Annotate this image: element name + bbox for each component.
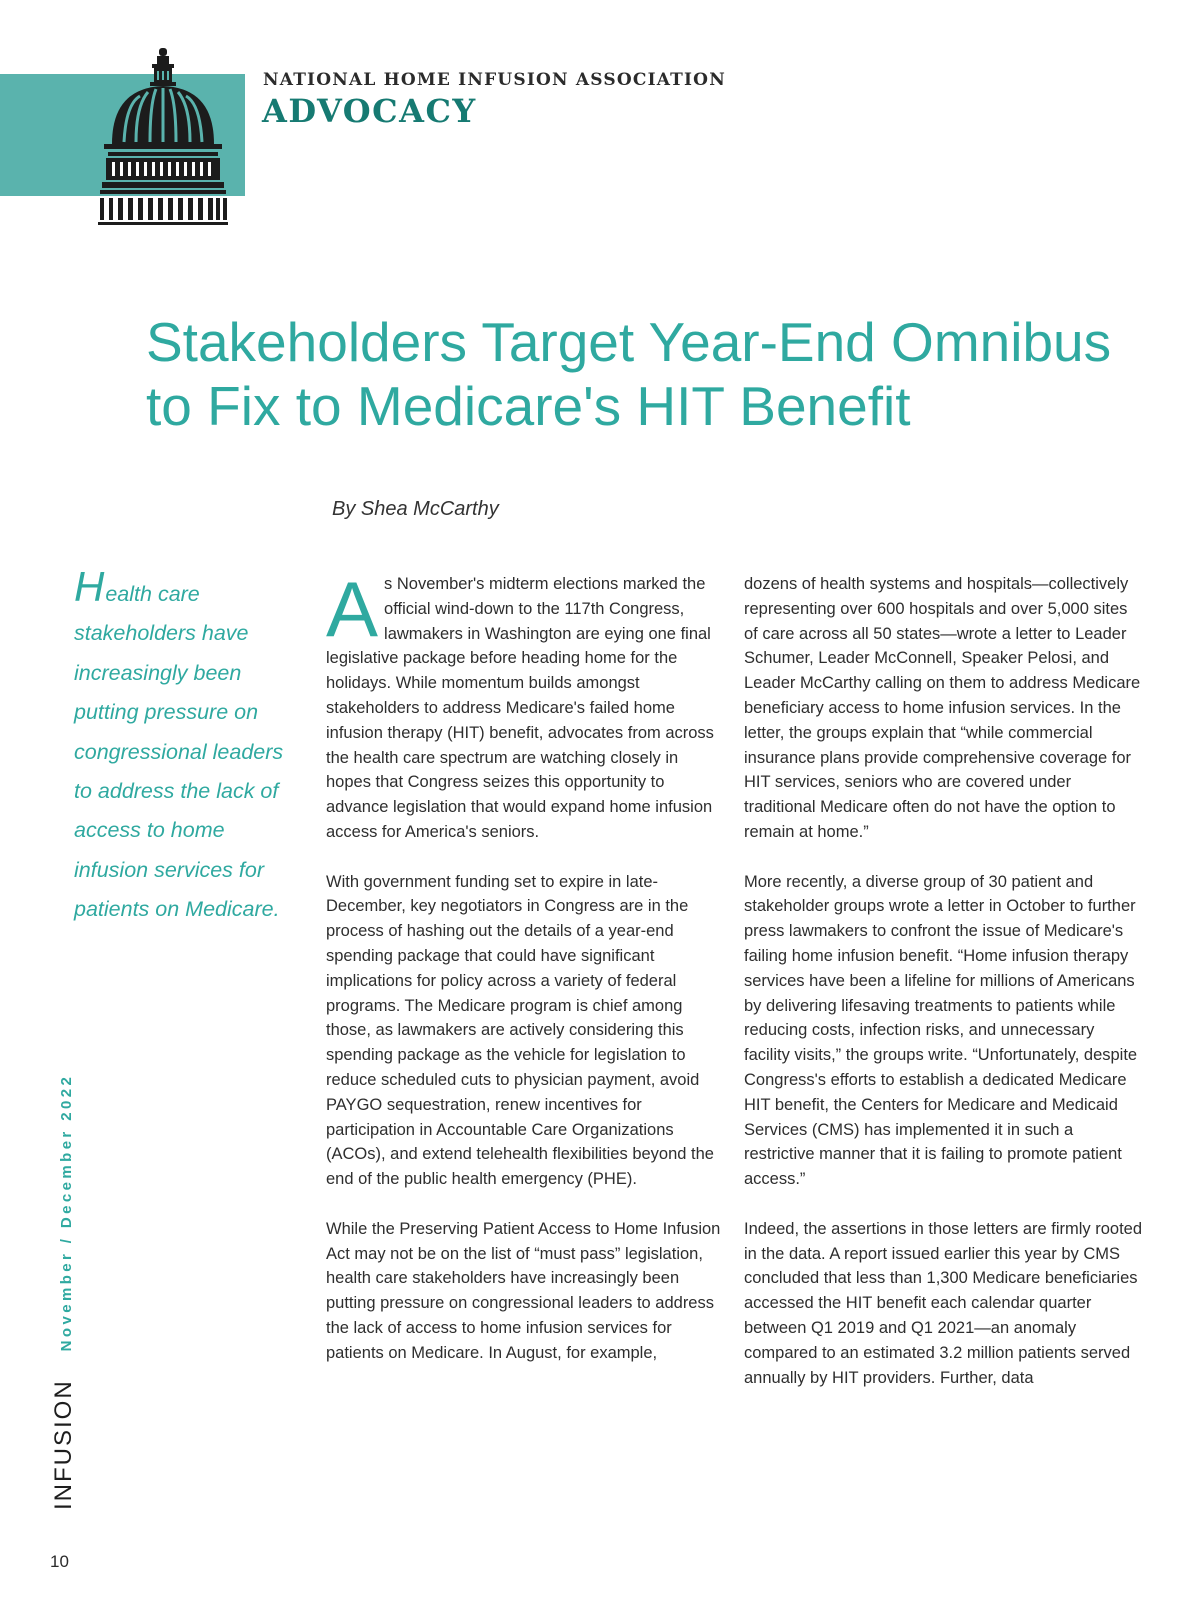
article-headline <box>146 310 1166 438</box>
byline: By Shea McCarthy <box>332 498 499 520</box>
article-paragraph: dozens of health systems and hospitals—collectively representing over 600 hospitals and over 5,000 sites of care across all 50 states—wrote a letter to Leader Schumer, Leader McConnell, Speaker Pelosi, and Leader McCarthy calling on them to address Medicare beneficiary access to home infusion services. In the letter, the groups explain that “while commercial insurance plans provide comprehensive coverage for HIT services, seniors who are covered under traditional Medicare often do not have the option to remain at home.” <box>744 575 1141 841</box>
article-column-1 <box>326 565 726 1390</box>
pull-quote-text: ealth care stakeholders have increasingly been putting pressure on congressional leaders to address the lack of access to home infusion services for patients on Medicare. <box>74 582 284 922</box>
capitol-dome-icon <box>98 48 228 232</box>
pull-quote <box>74 563 294 930</box>
article-paragraph: More recently, a diverse group of 30 patient and stakeholder groups wrote a letter in October to further press lawmakers to confront the issue of Medicare's failing home infusion benefit. “Home infusion therapy services have been a lifeline for millions of Americans by delivering lifesaving treatments to patients while reducing costs, infection risks, and unnecessary facility visits,” the groups write. “Unfortunately, despite Congress's efforts to establish a dedicated Medicare HIT benefit, the Centers for Medicare and Medicaid Services (CMS) has implemented it in such a restrictive manner that it is failing to promote patient access.” <box>744 872 1138 1189</box>
issue-sidebar <box>50 1074 78 1510</box>
article-paragraph: With government funding set to expire in late-December, key negotiators in Congress are in the process of hashing out the details of a year-end spending package that could have significant implications for policy across a variety of federal programs. The Medicare program is chief among those, as lawmakers are actively considering this spending package as the vehicle for legislation to reduce scheduled cuts to physician payment, avoid PAYGO sequestration, renew incentives for participation in Accountable Care Organizations (ACOs), and extend telehealth flexibilities beyond the end of the public health emergency (PHE). <box>326 872 714 1189</box>
magazine-logo: INFUSION <box>50 1379 77 1510</box>
section-title: ADVOCACY <box>262 92 477 130</box>
association-name: NATIONAL HOME INFUSION ASSOCIATION <box>263 70 726 90</box>
issue-date: November / December 2022 <box>58 1073 75 1352</box>
pull-quote-initial: H <box>74 563 105 610</box>
headline-line-1: Stakeholders Target Year-End Omnibus <box>146 311 1112 373</box>
article-paragraph: While the Preserving Patient Access to Home Infusion Act may not be on the list of “must pass” legislation, health care stakeholders have increasingly been putting pressure on congressional leaders to address the lack of access to home infusion services for patients on Medicare. In August, for example, <box>326 1219 721 1362</box>
page-number: 10 <box>50 1552 69 1571</box>
headline-line-2: to Fix to Medicare's HIT Benefit <box>146 375 911 437</box>
paragraph-text: s November's midterm elections marked the official wind-down to the 117th Congress, lawmakers in Washington are eying one final legislative package before heading home for the holidays. While momentum builds amongst stakeholders to address Medicare's failed home infusion therapy (HIT) benefit, advocates from across the health care spectrum are watching closely in hopes that Congress seizes this opportunity to advance legislation that would expand home infusion access for America's seniors. <box>326 575 714 841</box>
article-paragraph: Indeed, the assertions in those letters are firmly rooted in the data. A report issued earlier this year by CMS concluded that less than 1,300 Medicare beneficiaries accessed the HIT benefit each calendar quarter between Q1 2019 and Q1 2021—an anomaly compared to an estimated 3.2 million patients served annually by HIT providers. Further, data <box>744 1219 1143 1387</box>
drop-cap: A <box>326 565 379 653</box>
article-column-2 <box>744 572 1144 1415</box>
article-paragraph <box>326 565 726 845</box>
